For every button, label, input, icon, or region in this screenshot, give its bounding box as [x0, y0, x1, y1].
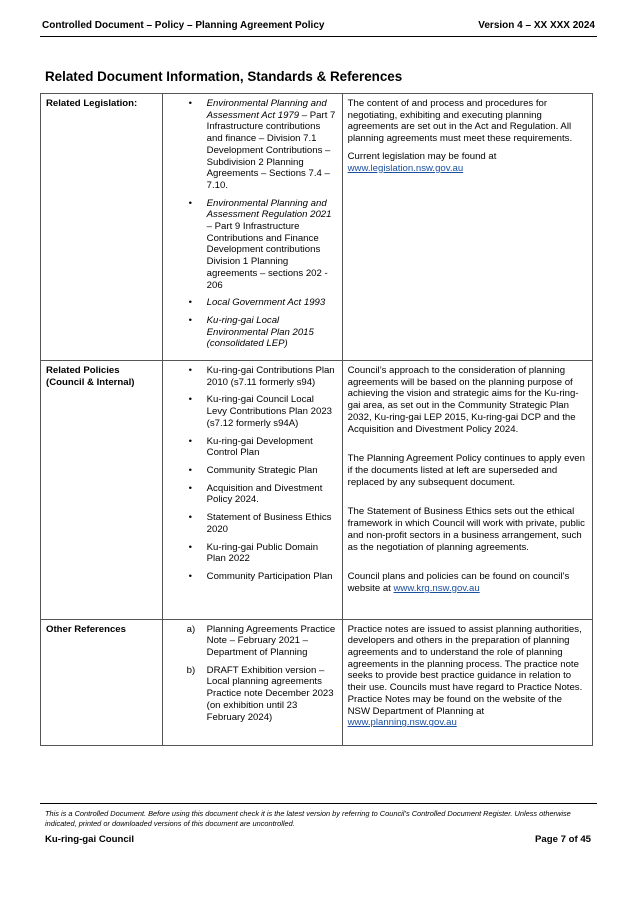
other-references-list	[163, 624, 337, 724]
list-item: • Environmental Planning and Assessment Act 1979 – Part 7 Infrastructure contributions and finance – Division 7.1 Development Contributions – Subdivision 2 Planning Agreements – Sections 7.4 – 7.10.	[163, 98, 337, 192]
council-website-link[interactable]: www.krg.nsw.gov.au	[393, 582, 480, 594]
other-references-list-cell	[162, 619, 342, 745]
paragraph: The Planning Agreement Policy continues to apply even if the documents listed at left are superseded and replaced by any subsequent document.	[347, 453, 585, 488]
list-item: • Local Government Act 1993	[163, 297, 337, 309]
footer-controlled-note: This is a Controlled Document. Before using this document check it is the latest version by referring to Council’s Controlled Document Register. Unless otherwise indicated, printed or downloaded versions of this document are uncontrolled.	[45, 809, 571, 828]
page-header	[40, 16, 597, 37]
legislation-list-cell	[162, 94, 342, 361]
other-references-description	[342, 619, 592, 745]
table-row-other-references	[41, 619, 593, 745]
row-label: Related Policies (Council & Internal)	[41, 361, 163, 620]
paragraph: Current legislation may be found at www.legislation.nsw.gov.au	[347, 150, 497, 174]
paragraph: Council’s approach to the consideration of planning agreements will be based on the planning purpose of achieving the vision and strategic aims for the Ku-ring-gai area, as set out in the Community Strategic Plan 2032, Ku-ring-gai LEP 2015, Ku-ring-gai DCP and the Acquisition and Divestment Policy 2024.	[347, 365, 579, 435]
table-row-policies	[41, 361, 593, 620]
legislation-link[interactable]: www.legislation.nsw.gov.au	[347, 162, 464, 174]
section-title: Related Document Information, Standards & References	[45, 69, 403, 84]
list-item: • Ku-ring-gai Council Local Levy Contributions Plan 2023 (s7.12 formerly s94A)	[163, 394, 337, 429]
footer-divider	[40, 803, 597, 804]
paragraph: Council plans and policies can be found on council’s website at www.krg.nsw.gov.au	[347, 571, 570, 594]
paragraph: The content of and process and procedures for negotiating, exhibiting and executing planning agreements are set out in the Act and Regulation. All planning agreements must meet these requirements.	[347, 98, 573, 145]
list-item: • Environmental Planning and Assessment Regulation 2021 – Part 9 Infrastructure Contributions and Finance Development contributions Division 1 Planning agreements – sections 202 - 206	[163, 198, 337, 292]
footer-page-number: Page 7 of 45	[535, 834, 591, 845]
list-item: • Ku-ring-gai Public Domain Plan 2022	[163, 542, 337, 565]
paragraph: The Statement of Business Ethics sets out the ethical framework in which Council will work with private, public and non-profit sectors in a business arrangement, such as the negotiation of planning agreements.	[347, 506, 585, 553]
policies-description	[342, 361, 592, 620]
list-item: • Community Strategic Plan	[163, 465, 337, 477]
list-item: • Acquisition and Divestment Policy 2024.	[163, 483, 337, 506]
row-label: Related Legislation:	[41, 94, 163, 361]
list-item: • Statement of Business Ethics 2020	[163, 512, 337, 535]
header-document-title: Controlled Document – Policy – Planning Agreement Policy	[42, 20, 325, 31]
list-item: • Ku-ring-gai Development Control Plan	[163, 436, 337, 459]
table-row-legislation	[41, 94, 593, 361]
planning-website-link[interactable]: www.planning.nsw.gov.au	[347, 717, 457, 729]
list-item: • Community Participation Plan	[163, 571, 337, 583]
header-version: Version 4 – XX XXX 2024	[478, 20, 595, 31]
legislation-list	[163, 98, 337, 350]
legislation-description	[342, 94, 592, 361]
policies-list	[163, 365, 337, 583]
list-item: • Ku-ring-gai Local Environmental Plan 2015 (consolidated LEP)	[163, 315, 337, 350]
paragraph: Practice notes are issued to assist planning authorities, developers and others in the preparation of planning agreements and to understand the role of planning agreements in the planning process. The practice note seeks to provide best practice guidance in relation to their use. Councils must have regard to Practice Notes. Practice Notes may be found on the website of the NSW Department of Planning at www.planning.nsw.gov.au	[347, 623, 583, 729]
row-label: Other References	[41, 619, 163, 745]
list-item: a) Planning Agreements Practice Note – February 2021 – Department of Planning	[186, 623, 336, 659]
footer-organisation: Ku-ring-gai Council	[45, 834, 134, 845]
policies-list-cell	[162, 361, 342, 620]
list-item: b) DRAFT Exhibition version – Local planning agreements Practice note December 2023 (on exhibition until 23 February 2024)	[186, 664, 334, 723]
list-item: • Ku-ring-gai Contributions Plan 2010 (s7.11 formerly s94)	[163, 365, 337, 388]
references-table	[40, 93, 593, 746]
